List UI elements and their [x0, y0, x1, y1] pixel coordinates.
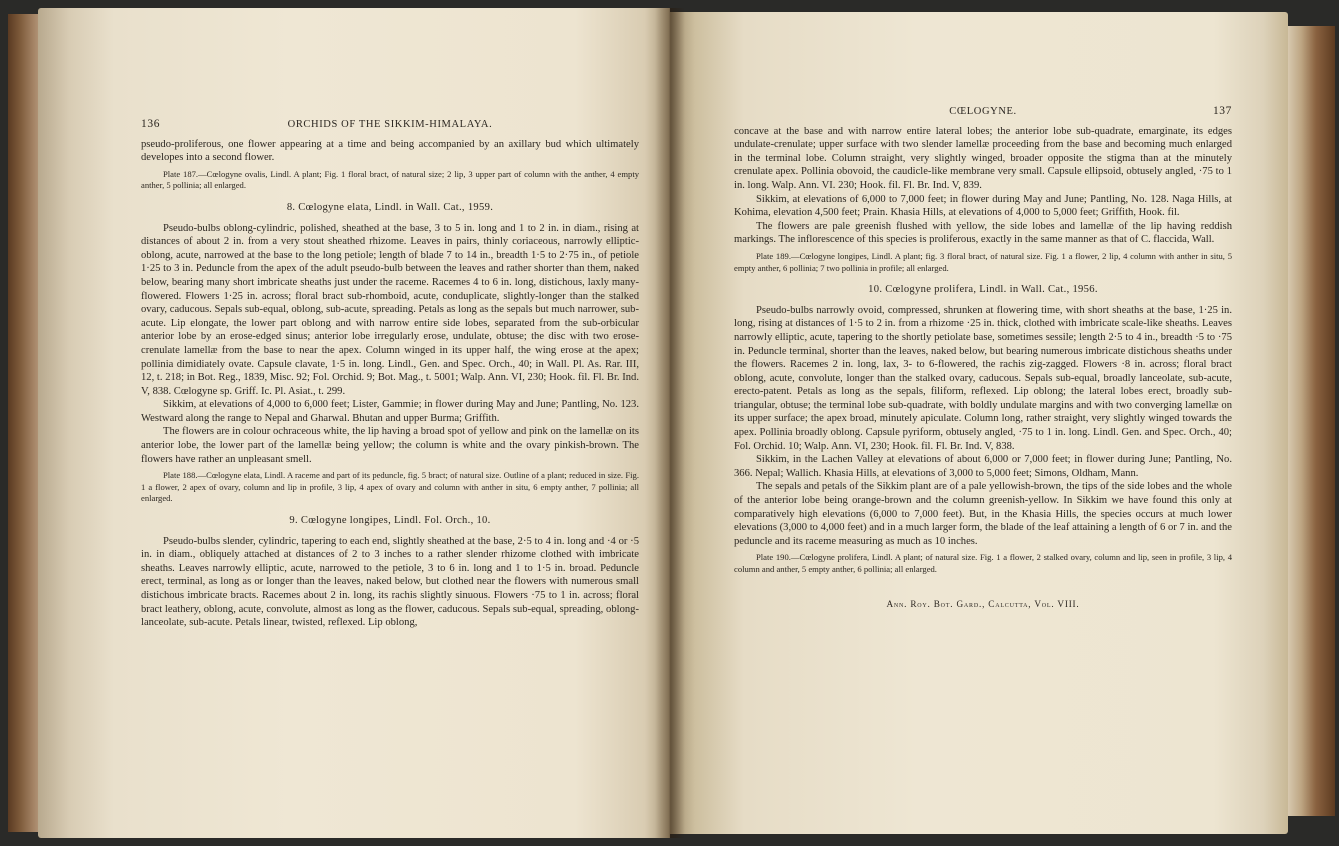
section-10-description: Pseudo-bulbs narrowly ovoid, compressed, shrunken at flowering time, with short sheaths at the base, 1·25 in. long, rising at distances of 1·5 to 2 in. from a rhizome ·25 in. thick, clothed with imbricate scale-like sheaths. Leaves narrowly elliptic, acute, tapering to the shortly petiolate base, sometimes sessile; length 2·5 to 4 in., breadth ·5 to ·75 in. Peduncle terminal, shorter than the leaves, naked below, but bearing numerous imbricate distichous sheaths under the flowers. Racemes 2 in. long, lax, 3- to 6-flowered, the rachis zig-zagged. Flowers ·8 in. across; floral bract oblong, acute, convolute, longer than the stalked ovary, caducous. Sepals sub-equal, broadly lanceolate, sub-acute, erecto-patent. Petals as long as the sepals, filiform, reflexed. Lip oblong; the lateral lobes erect, broadly sub-triangular, obtuse; the terminal lobe sub-quadrate, with boldly undulate margins and with two converging lamellæ on its upper surface; the apex broad, minutely apiculate. Column long, rather straight, very slightly winged towards the apex. Pollinia broadly oblong. Capsule pyriform, obtusely angled, ·75 to 1 in. long. Lindl. Gen. and Spec. Orch., 40; Fol. Orchid. 10; Walp. Ann. VI, 230; Hook. fil. Fl. Br. Ind. V, 838. — [734, 304, 1232, 452]
intro-paragraph: pseudo-proliferous, one flower appearing at a time and being accompanied by an axillary bud which ultimately developes into a second flower. — [141, 138, 639, 164]
section-8-flowers: The flowers are in colour ochraceous white, the lip having a broad spot of yellow and pink on the lamellæ on its anterior lobe, the lower part of the lamellæ being yellow; the column is white and the ovary pinkish-brown. The flowers have rather an unpleasant smell. — [141, 426, 639, 465]
section-8-description: Pseudo-bulbs oblong-cylindric, polished, sheathed at the base, 3 to 5 in. long and 1 to 2 in. in diam., rising at distances of about 2 in. from a very stout sheathed rhizome. Leaves in pairs, thinly coriaceous, narrowly elliptic-oblong, acute, narrowed at the base to the long petiole; length of blade 7 to 14 in., breadth 1·5 to 2·75 in., of petiole 1·25 to 3 in. Peduncle from the apex of the adult pseudo-bulb between the leaves and rather shorter than them, naked below, bearing many short imbricate sheaths just under the raceme. Racemes 4 to 6 in. long, distichous, laxly many-flowered. Flowers 1·25 in. across; floral bract sub-rhomboid, acute, conduplicate, slightly-longer than the stalked ovary, caducous. Sepals sub-equal, oblong, sub-acute, spreading. Petals as long as the sepals but much narrower, sub-acute. Lip elongate, the lower part oblong and with narrow entire side lobes, separated from the sub-orbicular anterior lobe by an erose-edged sinus; anterior lobe irregularly erose, undulate, obtuse; the disc with two erose-crenulate lamellæ from the base to near the apex. Column winged in its upper half, the wing erose at the apex; pollinia dimidiately ovate. Capsule clavate, 1·5 in. long. Lindl., Gen. and Spec. Orch., 40; in Wall. Pl. As. Rar. III, 12, t. 218; in Bot. Reg., 1839, Misc. 92; Fol. Orchid. 9; Bot. Mag., t. 5001; Walp. Ann. VI, 230; Hook. fil. Fl. Br. Ind. V, 838. Cœlogyne sp. Griff. Ic. Pl. Asiat., t. 299. — [141, 222, 639, 397]
section-9-flowers: The flowers are pale greenish flushed with yellow, the side lobes and lamellæ of the lip having reddish markings. The inflorescence of this species is proliferous, exactly in the same manner as that of C. flaccida, Wall. — [734, 220, 1232, 246]
section-9-habitat: Sikkim, at elevations of 6,000 to 7,000 feet; in flower during May and June; Pantling, No. 128. Naga Hills, at Kohima, elevation 4,500 feet; Prain. Khasia Hills, at elevations of 4,000 to 5,000 feet; Griffith, Hook. fil. — [734, 193, 1232, 219]
left-running-title: ORCHIDS OF THE SIKKIM-HIMALAYA. — [287, 119, 493, 130]
section-10-habitat: Sikkim, in the Lachen Valley at elevations of about 6,000 or 7,000 feet; in flower during June; Pantling, No. 366. Nepal; Wallich. Khasia Hills, at elevations of 3,000 to 5,000 feet; Simons, Oldham, Mann. — [734, 454, 1232, 479]
section-9-continuation: concave at the base and with narrow entire lateral lobes; the anterior lobe sub-quadrate, emarginate, its edges undulate-crenulate; upper surface with two slender lamellæ proceeding from the base and becoming much enlarged in the terminal lobe. Column straight, very slightly winged, broader opposite the stigma than at the minutely crenulate apex. Pollinia obovoid, the caudicle-like membrane very small. Capsule ellipsoid, obtusely angled, ·75 to 1 in. long. Walp. Ann. VI. 230; Hook. fil. Fl. Br. Ind. V, 839. — [734, 125, 1232, 191]
section-10-heading: 10. Cœlogyne prolifera, Lindl. in Wall. Cat., 1956. — [868, 284, 1098, 296]
section-10-flowers: The sepals and petals of the Sikkim plant are of a pale yellowish-brown, the tips of the side lobes and the whole of the anterior lobe being orange-brown and the column greenish-yellow. In Sikkim we have found this only at comparatively high elevations (6,000 to 7,000 feet). But, in the Khasia Hills, the species occurs at much lower elevations (3,000 to 4,000 feet) and in a much larger form, the blade of the leaf attaining a length of 6 or 7 in. and the peduncle and its raceme measuring as much as 10 inches. — [734, 481, 1232, 547]
section-8-habitat: Sikkim, at elevations of 4,000 to 6,000 feet; Lister, Gammie; in flower during May and June; Pantling, No. 123. Westward along the range to Nepal and Gharwal. Bhutan and upper Burma; Griffith. — [141, 399, 639, 424]
section-9-heading: 9. Cœlogyne longipes, Lindl. Fol. Orch., 10. — [289, 515, 491, 527]
right-page-number: 137 — [1212, 105, 1232, 117]
section-9-description: Pseudo-bulbs slender, cylindric, tapering to each end, slightly sheathed at the base, 2·5 to 4 in. long and ·4 or ·5 in. in diam., obliquely attached at distances of 2 to 3 inches to a rather slender rhizome clothed with imbricate sheaths. Leaves narrowly elliptic, acute, narrowed to the petiole, 3 to 6 in. long and 1 to 1·5 in. broad. Peduncle erect, terminal, as long as or longer than the leaves, naked below, but clothed near the flowers with numerous small distichous imbricate bracts. Racemes about 2 in. long, its rachis slightly sinuous. Flowers ·75 to 1 in. across; floral bract leathery, oblong, acute, convolute, almost as long as the flower, caducous. Sepals sub-equal, spreading, oblong-lanceolate, sub-acute. Petals linear, twisted, reflexed. Lip oblong, — [141, 535, 639, 629]
plate-190-caption: Plate 190.—Cœlogyne prolifera, Lindl. A plant; of natural size. Fig. 1 a flower, 2 stalked ovary, column and lip, seen in profile, 3 lip, 4 column and anther, 5 empty anther, 6 pollinia; all enlarged. — [734, 552, 1232, 574]
book-cover-right — [1287, 26, 1335, 816]
right-running-title: CŒLOGYNE. — [949, 106, 1017, 117]
plate-187-caption: Plate 187.—Cœlogyne ovalis, Lindl. A plant; Fig. 1 floral bract, of natural size; 2 lip, 3 upper part of column with the anther, 4 empty anther, 5 pollinia; all enlarged. — [141, 168, 639, 191]
right-running-head — [734, 105, 1232, 119]
left-page-number: 136 — [141, 118, 161, 130]
left-running-head — [141, 118, 639, 132]
plate-189-caption: Plate 189.—Cœlogyne longipes, Lindl. A plant; fig. 3 floral bract, of natural size. Fig. 1 a flower, 2 lip, 4 column with anther in situ, 5 empty anther, 6 pollinia; 7 two pollinia in profile; all enlarged. — [734, 250, 1232, 273]
left-page-text — [141, 118, 639, 630]
page-footer: Ann. Roy. Bot. Gard., Calcutta, Vol. VIII. — [886, 598, 1080, 609]
section-8-heading: 8. Cœlogyne elata, Lindl. in Wall. Cat., 1959. — [286, 201, 494, 213]
book-gutter — [655, 8, 685, 838]
plate-188-caption: Plate 188.—Cœlogyne elata, Lindl. A raceme and part of its peduncle, fig. 5 bract; of natural size. Outline of a plant; reduced in size. Fig. 1 a flower, 2 apex of ovary, column and lip in profile, 3 lip, 4 apex of ovary and column with anther in situ, 6 empty anther, 7 pollinia; all enlarged. — [141, 470, 639, 504]
right-page-text — [734, 105, 1232, 611]
